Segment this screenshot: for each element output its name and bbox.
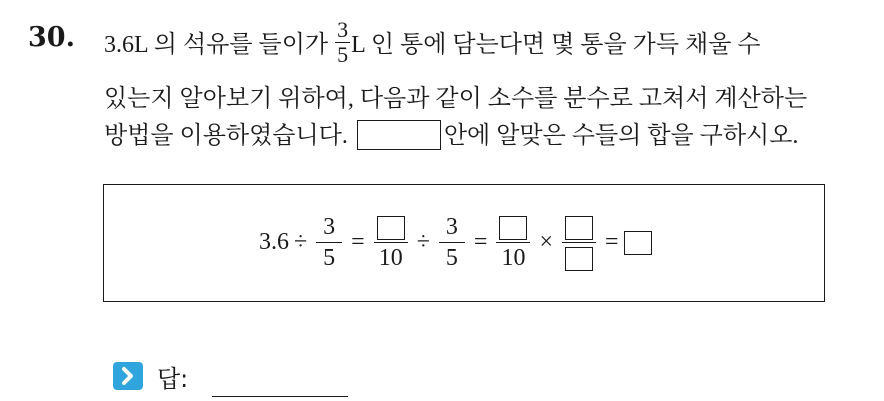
- inline-fraction: [335, 18, 350, 67]
- equals-sign: =: [473, 229, 488, 255]
- fraction-1-numerator: 3: [316, 212, 342, 243]
- fraction-2: [374, 212, 408, 273]
- chevron-right-icon-glyph: [113, 362, 143, 390]
- question-line-2: 있는지 알아보기 위하여, 다음과 같이 소수를 분수로 고쳐서 계산하는: [104, 86, 808, 112]
- equals-sign: =: [604, 229, 619, 255]
- fraction-2-denominator: 10: [378, 245, 403, 271]
- blank-box[interactable]: [565, 247, 593, 271]
- equals-sign: =: [351, 229, 365, 255]
- fraction-4-denominator: 10: [501, 245, 526, 271]
- blank-box[interactable]: [499, 216, 527, 240]
- blank-box-result[interactable]: [624, 231, 652, 255]
- fraction-5: [562, 212, 596, 273]
- question-number: 30.: [28, 22, 75, 53]
- inline-fraction-denominator: 5: [337, 42, 349, 67]
- chevron-right-icon: [113, 362, 143, 390]
- fraction-3: [439, 212, 465, 273]
- answer-line[interactable]: [212, 396, 348, 397]
- question-line-1-suffix: L 인 통에 담는다면 몇 통을 가득 채울 수: [351, 32, 761, 59]
- question-line-1-prefix: 3.6L 의 석유를 들이가: [104, 32, 329, 59]
- fraction-5-denominator: [562, 243, 596, 273]
- question-line-3-prefix: 방법을 이용하였습니다.: [104, 123, 348, 149]
- fraction-4-numerator: [496, 212, 530, 243]
- blank-box-symbol: [357, 120, 441, 150]
- fraction-4: [496, 212, 530, 273]
- divide-sign: ÷: [416, 229, 430, 255]
- blank-box[interactable]: [565, 216, 593, 240]
- equation-box: [103, 184, 825, 302]
- question-line-1: [104, 17, 761, 71]
- question-line-3-suffix: 안에 알맞은 수들의 합을 구하시오.: [443, 123, 799, 149]
- equation-lhs: 3.6: [259, 229, 289, 255]
- fraction-1: [316, 212, 342, 273]
- fraction-3-numerator: 3: [439, 212, 465, 243]
- divide-sign: ÷: [294, 229, 308, 255]
- question-line-3: [104, 121, 798, 152]
- fraction-5-numerator: [562, 212, 596, 243]
- answer-label: 답:: [157, 365, 189, 393]
- fraction-3-denominator: 5: [445, 245, 458, 271]
- equation: [259, 212, 652, 273]
- fraction-1-denominator: 5: [323, 245, 336, 271]
- fraction-2-numerator: [374, 212, 408, 243]
- times-sign: ×: [539, 229, 553, 255]
- blank-box[interactable]: [377, 216, 405, 240]
- inline-fraction-numerator: 3: [337, 17, 349, 42]
